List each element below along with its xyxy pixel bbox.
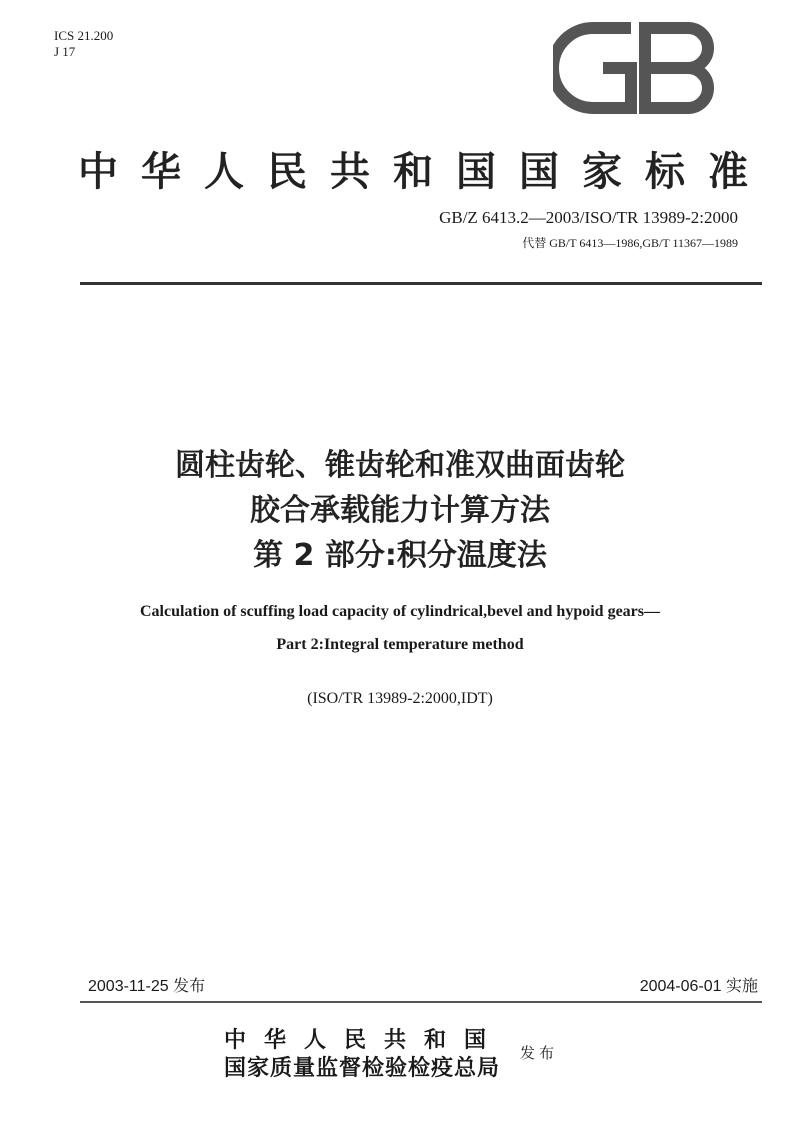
- replaces-note: 代替 GB/T 6413—1986,GB/T 11367—1989: [522, 236, 738, 250]
- iso-equivalence: (ISO/TR 13989-2:2000,IDT): [307, 690, 493, 707]
- publish-verb: 发布: [520, 1044, 559, 1062]
- footer-divider: [80, 1001, 762, 1003]
- cn-title-line-2: 胶合承载能力计算方法: [250, 493, 550, 528]
- cn-title-line-1: 圆柱齿轮、锥齿轮和准双曲面齿轮: [175, 448, 625, 483]
- cn-title-line-3: 第 2 部分:积分温度法: [253, 538, 547, 573]
- standard-code: GB/Z 6413.2—2003/ISO/TR 13989-2:2000: [439, 208, 738, 227]
- ccs-code: J 17: [54, 44, 76, 59]
- effective-date: 2004-06-01 实施: [639, 978, 758, 995]
- classification-codes: [54, 28, 113, 60]
- gb-logo: [553, 22, 718, 114]
- publisher-line-1: 中华人民共和国: [224, 1028, 505, 1053]
- issue-date: 2003-11-25 发布: [88, 978, 206, 995]
- publisher-line-2: 国家质量监督检验检疫总局: [224, 1056, 501, 1081]
- national-standard-title: 中华人民共和国国家标准: [78, 149, 771, 195]
- en-title-line-2: Part 2:Integral temperature method: [276, 636, 524, 653]
- header-divider: [80, 282, 762, 285]
- en-title-line-1: Calculation of scuffing load capacity of cylindrical,bevel and hypoid gears—: [139, 603, 660, 620]
- ics-code: ICS 21.200: [54, 28, 114, 43]
